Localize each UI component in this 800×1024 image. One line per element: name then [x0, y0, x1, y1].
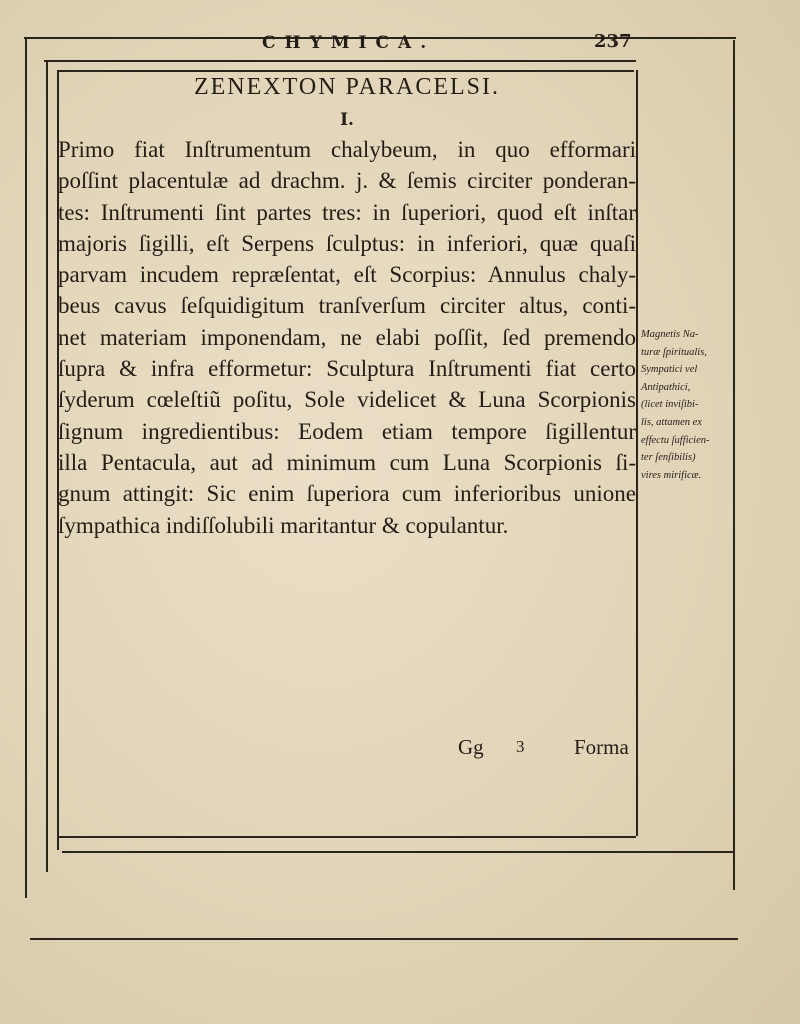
margin-note-line: Magnetis Na- — [641, 329, 699, 340]
outer-left-frame-rule — [25, 38, 27, 898]
margin-note-line: effectu ſufficien- — [641, 434, 710, 446]
margin-note-line: ter ſenſibilis) — [641, 452, 696, 464]
text-line: ſignum ingredientibus: Eodem etiam tempore ſigillentur — [58, 418, 636, 444]
text-block-bottom-rule — [58, 836, 636, 838]
inner-bottom-frame-rule — [62, 851, 734, 853]
margin-note-line: Sympatici vel — [641, 364, 698, 376]
text-line: Primo fiat Inſtrumentum chalybeum, in quo efformari — [58, 137, 636, 162]
margin-note — [641, 326, 731, 484]
margin-note-line: Antipathici, — [641, 381, 691, 393]
text-line: parvam incudem repræſentat, eſt Scorpius: Annulus chaly- — [58, 262, 636, 288]
margin-column-right-rule — [733, 40, 735, 890]
margin-note-line: (licet inviſibi- — [641, 399, 699, 411]
text-line: tes: Inſtrumenti ſint partes tres: in ſuperiori, quod eſt inſtar — [58, 199, 636, 225]
header-rule — [44, 60, 636, 62]
signature-mark: Gg — [458, 735, 484, 759]
margin-note-line: lis, attamen ex — [641, 416, 702, 428]
section-title: ZENEXTON PARACELSI. — [193, 74, 501, 100]
text-line: ſympathica indiſſolubili maritantur & copulantur. — [58, 512, 509, 538]
text-line: majoris ſigilli, eſt Serpens ſculptus: in inferiori, quæ quaſi — [58, 230, 636, 256]
body-text — [58, 134, 636, 541]
margin-note-line: vires mirificæ. — [641, 469, 702, 481]
text-line: ſupra & infra efformetur: Sculptura Inſtrumenti fiat certo — [58, 356, 636, 382]
running-head: CHYMICA. — [262, 33, 436, 53]
text-line: net materiam imponendam, ne elabi poſſit, ſed premendo — [58, 324, 636, 350]
text-line: poſſint placentulæ ad drachm. j. & ſemis circiter ponderan- — [58, 168, 636, 194]
text-line: illa Pentacula, aut ad minimum cum Luna Scorpionis ſi- — [58, 449, 636, 475]
page-number: 237 — [594, 31, 632, 52]
catchword: Forma — [574, 735, 629, 759]
margin-note-line: turæ ſpiritualis, — [641, 346, 707, 358]
text-line: beus cavus ſeſquidigitum tranſverſum circiter altus, conti- — [58, 293, 636, 319]
title-rule — [58, 70, 634, 72]
signature-number: 3 — [516, 737, 525, 756]
paragraph-number: I. — [340, 110, 354, 130]
inner-left-frame-rule — [46, 60, 48, 872]
outer-bottom-frame-rule — [30, 938, 738, 940]
text-line: gnum attingit: Sic enim ſuperiora cum inferioribus unione — [58, 481, 636, 507]
text-line: ſyderum cœleſtiũ poſitu, Sole videlicet & Luna Scorpionis — [58, 387, 636, 413]
text-block-right-rule — [636, 70, 638, 836]
